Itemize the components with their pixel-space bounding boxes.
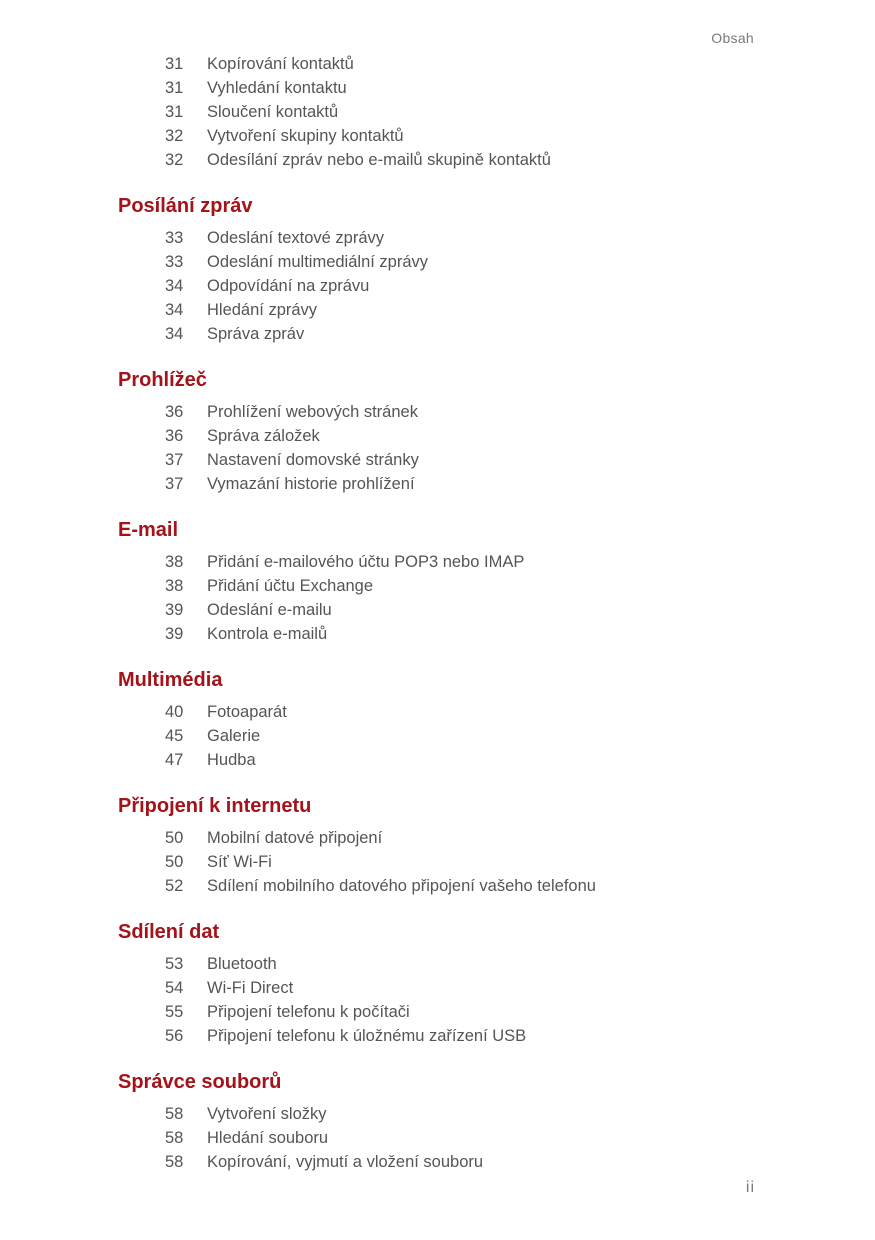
- toc-entry-label: Sloučení kontaktů: [207, 103, 339, 121]
- toc-entry[interactable]: [165, 100, 338, 124]
- toc-entry[interactable]: [165, 1000, 410, 1024]
- toc-page-number: 37: [165, 475, 184, 493]
- toc-entry[interactable]: [165, 574, 373, 598]
- toc-page-number: 56: [165, 1027, 184, 1045]
- toc-entry[interactable]: [165, 76, 347, 100]
- toc-entry-label: Nastavení domovské stránky: [207, 451, 419, 469]
- toc-page-number: 31: [165, 79, 184, 97]
- toc-entry[interactable]: [165, 250, 428, 274]
- toc-page-number: 37: [165, 451, 184, 469]
- toc-entry[interactable]: [165, 1150, 483, 1174]
- toc-entry-label: Prohlížení webových stránek: [207, 403, 418, 421]
- toc-page-number: 36: [165, 427, 184, 445]
- toc-entry[interactable]: [165, 952, 277, 976]
- toc-page-number: 38: [165, 553, 184, 571]
- toc-page-number: 58: [165, 1105, 184, 1123]
- toc-page-number: 39: [165, 601, 184, 619]
- toc-page-number: 34: [165, 277, 184, 295]
- toc-page-number: 50: [165, 829, 184, 847]
- toc-page-number: 45: [165, 727, 184, 745]
- toc-entry-label: Bluetooth: [207, 955, 277, 973]
- toc-entry-label: Odpovídání na zprávu: [207, 277, 370, 295]
- toc-entry[interactable]: [165, 976, 293, 1000]
- toc-entry-label: Odesílání zpráv nebo e-mailů skupině kontaktů: [207, 151, 551, 169]
- toc-entry-label: Připojení telefonu k úložnému zařízení USB: [207, 1027, 527, 1045]
- toc-entry[interactable]: [165, 874, 596, 898]
- toc-entry-label: Hudba: [207, 751, 256, 769]
- toc-entry[interactable]: [165, 424, 320, 448]
- toc-page-number: 33: [165, 229, 184, 247]
- toc-entry-label: Vymazání historie prohlížení: [207, 475, 415, 493]
- toc-entry-label: Odeslání e-mailu: [207, 601, 332, 619]
- toc-entry[interactable]: [165, 850, 272, 874]
- toc-page-number: 34: [165, 325, 184, 343]
- toc-entry[interactable]: [165, 700, 287, 724]
- toc-page-number: 38: [165, 577, 184, 595]
- toc-page-number: 54: [165, 979, 184, 997]
- toc-entry[interactable]: [165, 298, 317, 322]
- toc-page-number: 36: [165, 403, 184, 421]
- toc-page-number: 31: [165, 55, 184, 73]
- toc-entry-label: Mobilní datové připojení: [207, 829, 383, 847]
- toc-entry[interactable]: [165, 448, 419, 472]
- toc-entry-label: Přidání účtu Exchange: [207, 577, 374, 595]
- section-title-pripojeni-k-internetu[interactable]: Připojení k internetu: [118, 795, 312, 817]
- toc-entry-label: Vytvoření složky: [207, 1105, 327, 1123]
- toc-entry-label: Odeslání multimediální zprávy: [207, 253, 429, 271]
- toc-entry[interactable]: [165, 1102, 327, 1126]
- toc-page-number: 47: [165, 751, 184, 769]
- toc-entry-label: Kopírování, vyjmutí a vložení souboru: [207, 1153, 484, 1171]
- toc-page-number: 32: [165, 151, 184, 169]
- toc-entry-label: Sdílení mobilního datového připojení vašeho telefonu: [207, 877, 596, 895]
- toc-page-number: 32: [165, 127, 184, 145]
- toc-entry[interactable]: [165, 52, 354, 76]
- running-header: Obsah: [711, 30, 754, 46]
- toc-page-number: 52: [165, 877, 184, 895]
- toc-page-number: 50: [165, 853, 184, 871]
- toc-entry[interactable]: [165, 322, 304, 346]
- toc-page-number: 55: [165, 1003, 184, 1021]
- toc-entry[interactable]: [165, 226, 384, 250]
- toc-entry-label: Hledání zprávy: [207, 301, 318, 319]
- section-title-prohlizec[interactable]: Prohlížeč: [118, 369, 207, 391]
- section-title-email[interactable]: E-mail: [118, 519, 179, 541]
- toc-entry[interactable]: [165, 622, 327, 646]
- toc-page-number: 39: [165, 625, 184, 643]
- toc-page-number: 31: [165, 103, 184, 121]
- toc-entry[interactable]: [165, 274, 369, 298]
- toc-page-number: 58: [165, 1129, 184, 1147]
- toc-entry[interactable]: [165, 724, 260, 748]
- toc-entry[interactable]: [165, 748, 256, 772]
- section-title-multimedia[interactable]: Multimédia: [118, 669, 223, 691]
- toc-entry-label: Vyhledání kontaktu: [207, 79, 347, 97]
- toc-entry[interactable]: [165, 472, 415, 496]
- toc-entry[interactable]: [165, 148, 551, 172]
- page-number: ii: [745, 1179, 755, 1196]
- section-title-sdileni-dat[interactable]: Sdílení dat: [118, 921, 220, 943]
- toc-entry-label: Wi-Fi Direct: [207, 979, 294, 997]
- toc-entry-label: Kopírování kontaktů: [207, 55, 354, 73]
- toc-entry-label: Odeslání textové zprávy: [207, 229, 385, 247]
- section-title-spravce-souboru[interactable]: Správce souborů: [118, 1071, 282, 1093]
- toc-entry-label: Správa zpráv: [207, 325, 305, 343]
- toc-page-number: 34: [165, 301, 184, 319]
- toc-entry-label: Hledání souboru: [207, 1129, 329, 1147]
- toc-page-number: 58: [165, 1153, 184, 1171]
- toc-entry[interactable]: [165, 598, 332, 622]
- toc-entry-label: Přidání e-mailového účtu POP3 nebo IMAP: [207, 553, 525, 571]
- section-title-posilani-zprav[interactable]: Posílání zpráv: [118, 195, 253, 217]
- toc-entry[interactable]: [165, 400, 418, 424]
- toc-entry-label: Vytvoření skupiny kontaktů: [207, 127, 404, 145]
- toc-entry-label: Galerie: [207, 727, 261, 745]
- toc-entry[interactable]: [165, 124, 404, 148]
- toc-page-number: 40: [165, 703, 184, 721]
- toc-entry-label: Správa záložek: [207, 427, 320, 445]
- toc-entry-label: Síť Wi-Fi: [207, 853, 272, 871]
- toc-page-number: 33: [165, 253, 184, 271]
- toc-entry-label: Připojení telefonu k počítači: [207, 1003, 410, 1021]
- toc-entry[interactable]: [165, 1126, 328, 1150]
- toc-entry[interactable]: [165, 1024, 526, 1048]
- toc-entry[interactable]: [165, 550, 524, 574]
- toc-entry[interactable]: [165, 826, 382, 850]
- toc-entry-label: Fotoaparát: [207, 703, 287, 721]
- toc-page-number: 53: [165, 955, 184, 973]
- toc-entry-label: Kontrola e-mailů: [207, 625, 328, 643]
